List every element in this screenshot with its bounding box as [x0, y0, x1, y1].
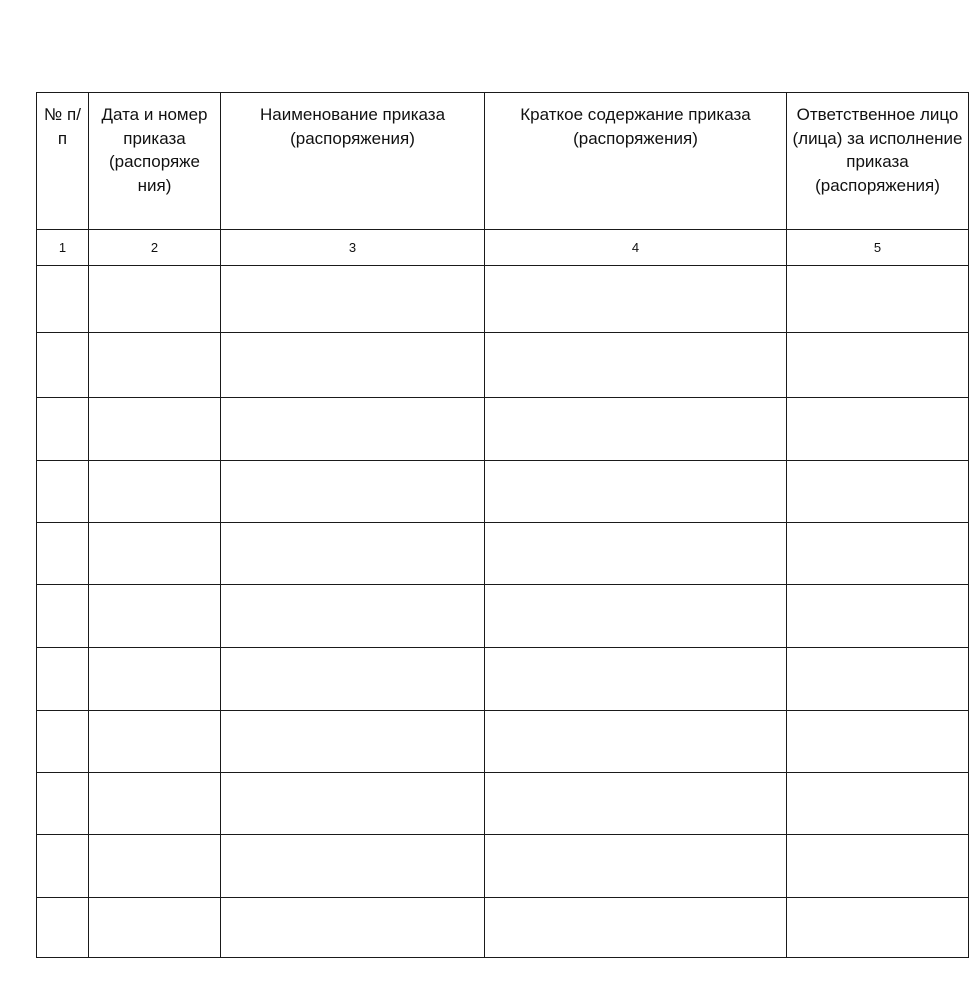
- table-cell[interactable]: [485, 898, 787, 958]
- table-cell[interactable]: [37, 333, 89, 398]
- table-cell[interactable]: [89, 398, 221, 461]
- table-cell[interactable]: [221, 898, 485, 958]
- table-cell[interactable]: [221, 711, 485, 773]
- table-cell[interactable]: [221, 398, 485, 461]
- table-cell[interactable]: [787, 773, 969, 835]
- table-cell[interactable]: [221, 585, 485, 648]
- table-cell[interactable]: [89, 266, 221, 333]
- table-cell[interactable]: [89, 461, 221, 523]
- table-cell[interactable]: [89, 773, 221, 835]
- column-number: 2: [89, 230, 221, 266]
- table-cell[interactable]: [485, 523, 787, 585]
- table-cell[interactable]: [221, 266, 485, 333]
- table-cell[interactable]: [221, 523, 485, 585]
- column-number-row: [37, 230, 969, 266]
- table-cell[interactable]: [787, 333, 969, 398]
- table-cell[interactable]: [485, 461, 787, 523]
- table-cell[interactable]: [37, 266, 89, 333]
- table-cell[interactable]: [787, 266, 969, 333]
- header-cell-responsible: [787, 93, 969, 230]
- table-row: [37, 898, 969, 958]
- table-cell[interactable]: [221, 333, 485, 398]
- table-cell[interactable]: [89, 711, 221, 773]
- table-row: [37, 711, 969, 773]
- table-row: [37, 585, 969, 648]
- table-cell[interactable]: [787, 711, 969, 773]
- table-cell[interactable]: [221, 835, 485, 898]
- table-cell[interactable]: [37, 461, 89, 523]
- orders-register-table: [36, 92, 969, 958]
- header-cell-summary: [485, 93, 787, 230]
- table-cell[interactable]: [485, 398, 787, 461]
- header-title-label: Наименование приказа (распоряжения): [259, 105, 446, 148]
- table-cell[interactable]: [37, 398, 89, 461]
- table-cell[interactable]: [89, 523, 221, 585]
- table-cell[interactable]: [485, 266, 787, 333]
- table-cell[interactable]: [787, 585, 969, 648]
- column-number: 5: [787, 230, 969, 266]
- table-cell[interactable]: [485, 835, 787, 898]
- table-row: [37, 333, 969, 398]
- table-cell[interactable]: [37, 835, 89, 898]
- header-responsible-label: Ответственное лицо (лица) за исполнение приказа (распоряжения): [792, 105, 963, 195]
- column-number: 3: [221, 230, 485, 266]
- table-cell[interactable]: [485, 333, 787, 398]
- table-cell[interactable]: [787, 898, 969, 958]
- table-cell[interactable]: [221, 461, 485, 523]
- header-date-label: Дата и номер приказа (распоряже ния): [101, 105, 208, 195]
- column-number: 4: [485, 230, 787, 266]
- header-summary-label: Краткое содержание приказа (распоряжения): [520, 105, 751, 148]
- table-row: [37, 835, 969, 898]
- table-cell[interactable]: [37, 585, 89, 648]
- table-cell[interactable]: [787, 648, 969, 711]
- table-cell[interactable]: [787, 398, 969, 461]
- table-row: [37, 266, 969, 333]
- header-cell-number: [37, 93, 89, 230]
- table-cell[interactable]: [221, 648, 485, 711]
- table-cell[interactable]: [787, 461, 969, 523]
- table-row: [37, 523, 969, 585]
- table-cell[interactable]: [485, 773, 787, 835]
- table-cell[interactable]: [37, 898, 89, 958]
- table-cell[interactable]: [221, 773, 485, 835]
- table-cell[interactable]: [37, 523, 89, 585]
- table-row: [37, 398, 969, 461]
- header-number-label: № п/п: [44, 105, 81, 148]
- table-cell[interactable]: [89, 333, 221, 398]
- table-cell[interactable]: [485, 648, 787, 711]
- table-row: [37, 648, 969, 711]
- table-cell[interactable]: [485, 711, 787, 773]
- header-cell-title: [221, 93, 485, 230]
- table-cell[interactable]: [787, 523, 969, 585]
- table-cell[interactable]: [37, 773, 89, 835]
- table-cell[interactable]: [37, 648, 89, 711]
- table-row: [37, 773, 969, 835]
- column-number: 1: [37, 230, 89, 266]
- table-body: [37, 266, 969, 958]
- header-cell-date: [89, 93, 221, 230]
- table-cell[interactable]: [89, 898, 221, 958]
- table-cell[interactable]: [37, 711, 89, 773]
- table-cell[interactable]: [89, 648, 221, 711]
- table-cell[interactable]: [89, 585, 221, 648]
- table-cell[interactable]: [787, 835, 969, 898]
- table-cell[interactable]: [485, 585, 787, 648]
- table-row: [37, 461, 969, 523]
- table-cell[interactable]: [89, 835, 221, 898]
- table-header-row: [37, 93, 969, 230]
